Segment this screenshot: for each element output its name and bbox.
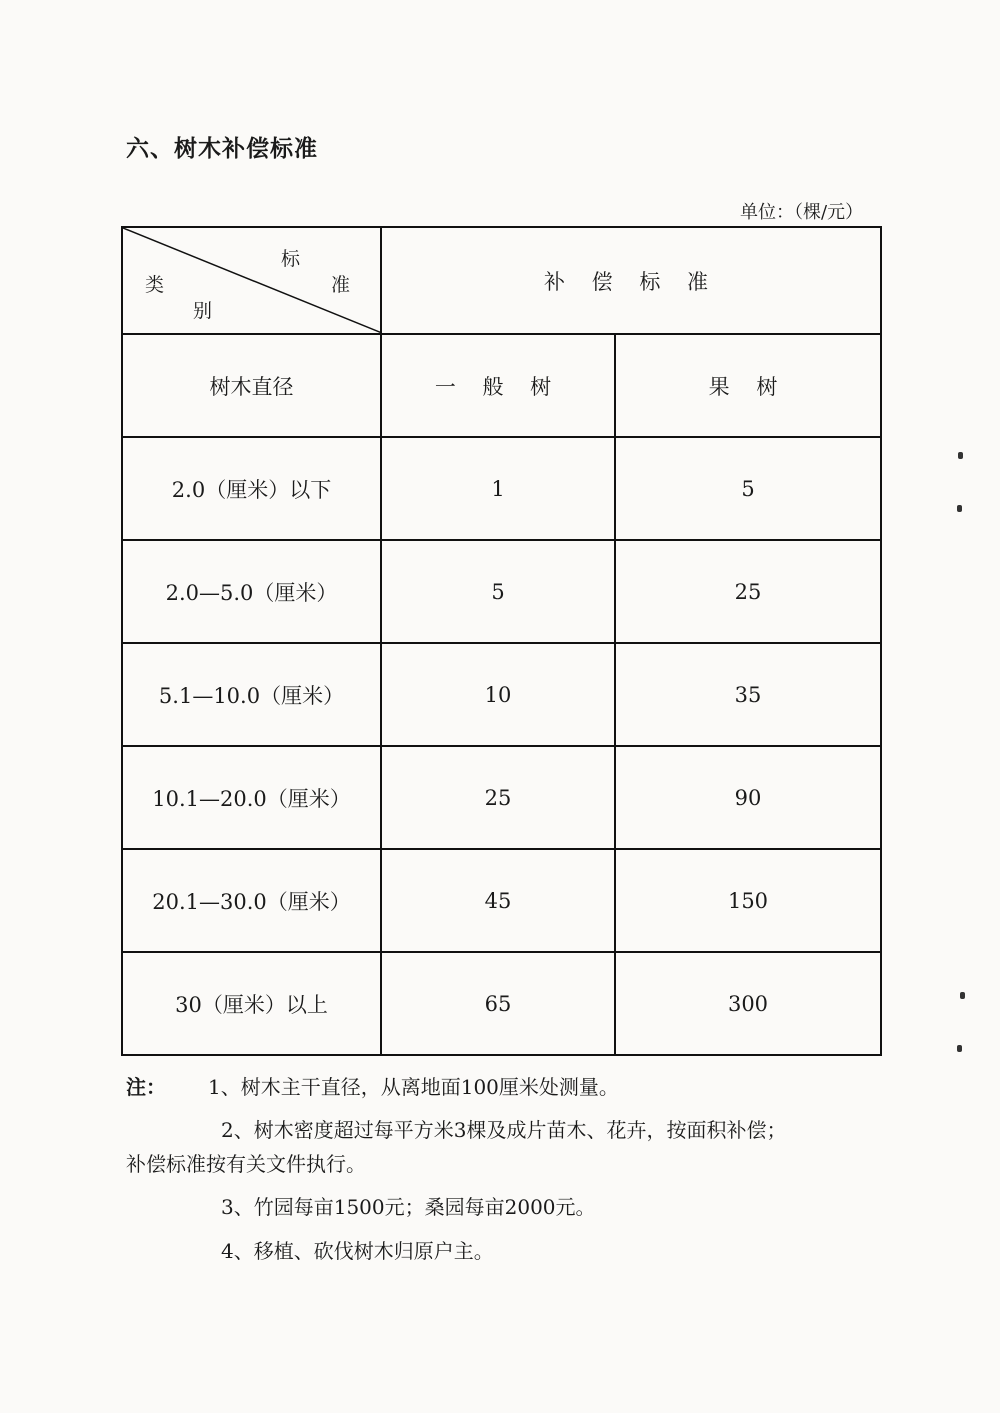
cell-fruit: 90 [615, 746, 881, 849]
cell-fruit: 150 [615, 849, 881, 952]
note-4: 4、移植、砍伐树木归原户主。 [221, 1239, 494, 1263]
cell-general: 65 [381, 952, 615, 1055]
col-header-general [381, 334, 615, 437]
section-title: 六、树木补偿标准 [126, 136, 318, 162]
unit-label: 单位：（棵/元） [740, 202, 864, 223]
cell-diameter: 2.0（厘米）以下 [122, 437, 381, 540]
cell-diameter: 2.0—5.0（厘米） [122, 540, 381, 643]
notes-label: 注： [126, 1075, 166, 1099]
cell-diameter: 30（厘米）以上 [122, 952, 381, 1055]
table-row [122, 437, 881, 540]
scan-speck [957, 1045, 962, 1052]
table-row [122, 746, 881, 849]
diag-label-left: 类 [145, 274, 165, 296]
col-header-fruit [615, 334, 881, 437]
cell-fruit: 35 [615, 643, 881, 746]
diagonal-header-cell [122, 227, 381, 334]
table-row [122, 849, 881, 952]
header-main-text: 补 偿 标 准 [543, 269, 719, 294]
cell-fruit: 25 [615, 540, 881, 643]
cell-diameter: 20.1—30.0（厘米） [122, 849, 381, 952]
cell-fruit: 5 [615, 437, 881, 540]
cell-general: 1 [381, 437, 615, 540]
compensation-table [121, 226, 882, 1056]
col-header-diameter: 树木直径 [122, 334, 381, 437]
col-header-fruit-text: 果 树 [708, 374, 788, 399]
note-1: 1、树木主干直径，从离地面100厘米处测量。 [208, 1075, 619, 1099]
diag-label-right: 准 [331, 274, 351, 296]
cell-diameter: 10.1—20.0（厘米） [122, 746, 381, 849]
note-3: 3、竹园每亩1500元；桑园每亩2000元。 [221, 1195, 596, 1219]
header-main [381, 227, 881, 334]
cell-general: 10 [381, 643, 615, 746]
scan-speck [960, 992, 965, 999]
scan-speck [957, 505, 962, 512]
diag-label-top: 标 [281, 248, 301, 270]
table-row [122, 540, 881, 643]
cell-diameter: 5.1—10.0（厘米） [122, 643, 381, 746]
table-row [122, 952, 881, 1055]
cell-general: 25 [381, 746, 615, 849]
note-2-continued: 补偿标准按有关文件执行。 [126, 1152, 366, 1176]
cell-fruit: 300 [615, 952, 881, 1055]
note-2: 2、树木密度超过每平方米3棵及成片苗木、花卉，按面积补偿； [221, 1118, 787, 1142]
cell-general: 45 [381, 849, 615, 952]
cell-general: 5 [381, 540, 615, 643]
scan-speck [958, 452, 963, 459]
col-header-general-text: 一 般 树 [434, 374, 562, 399]
table-row [122, 643, 881, 746]
diag-label-bottom: 别 [193, 300, 213, 322]
